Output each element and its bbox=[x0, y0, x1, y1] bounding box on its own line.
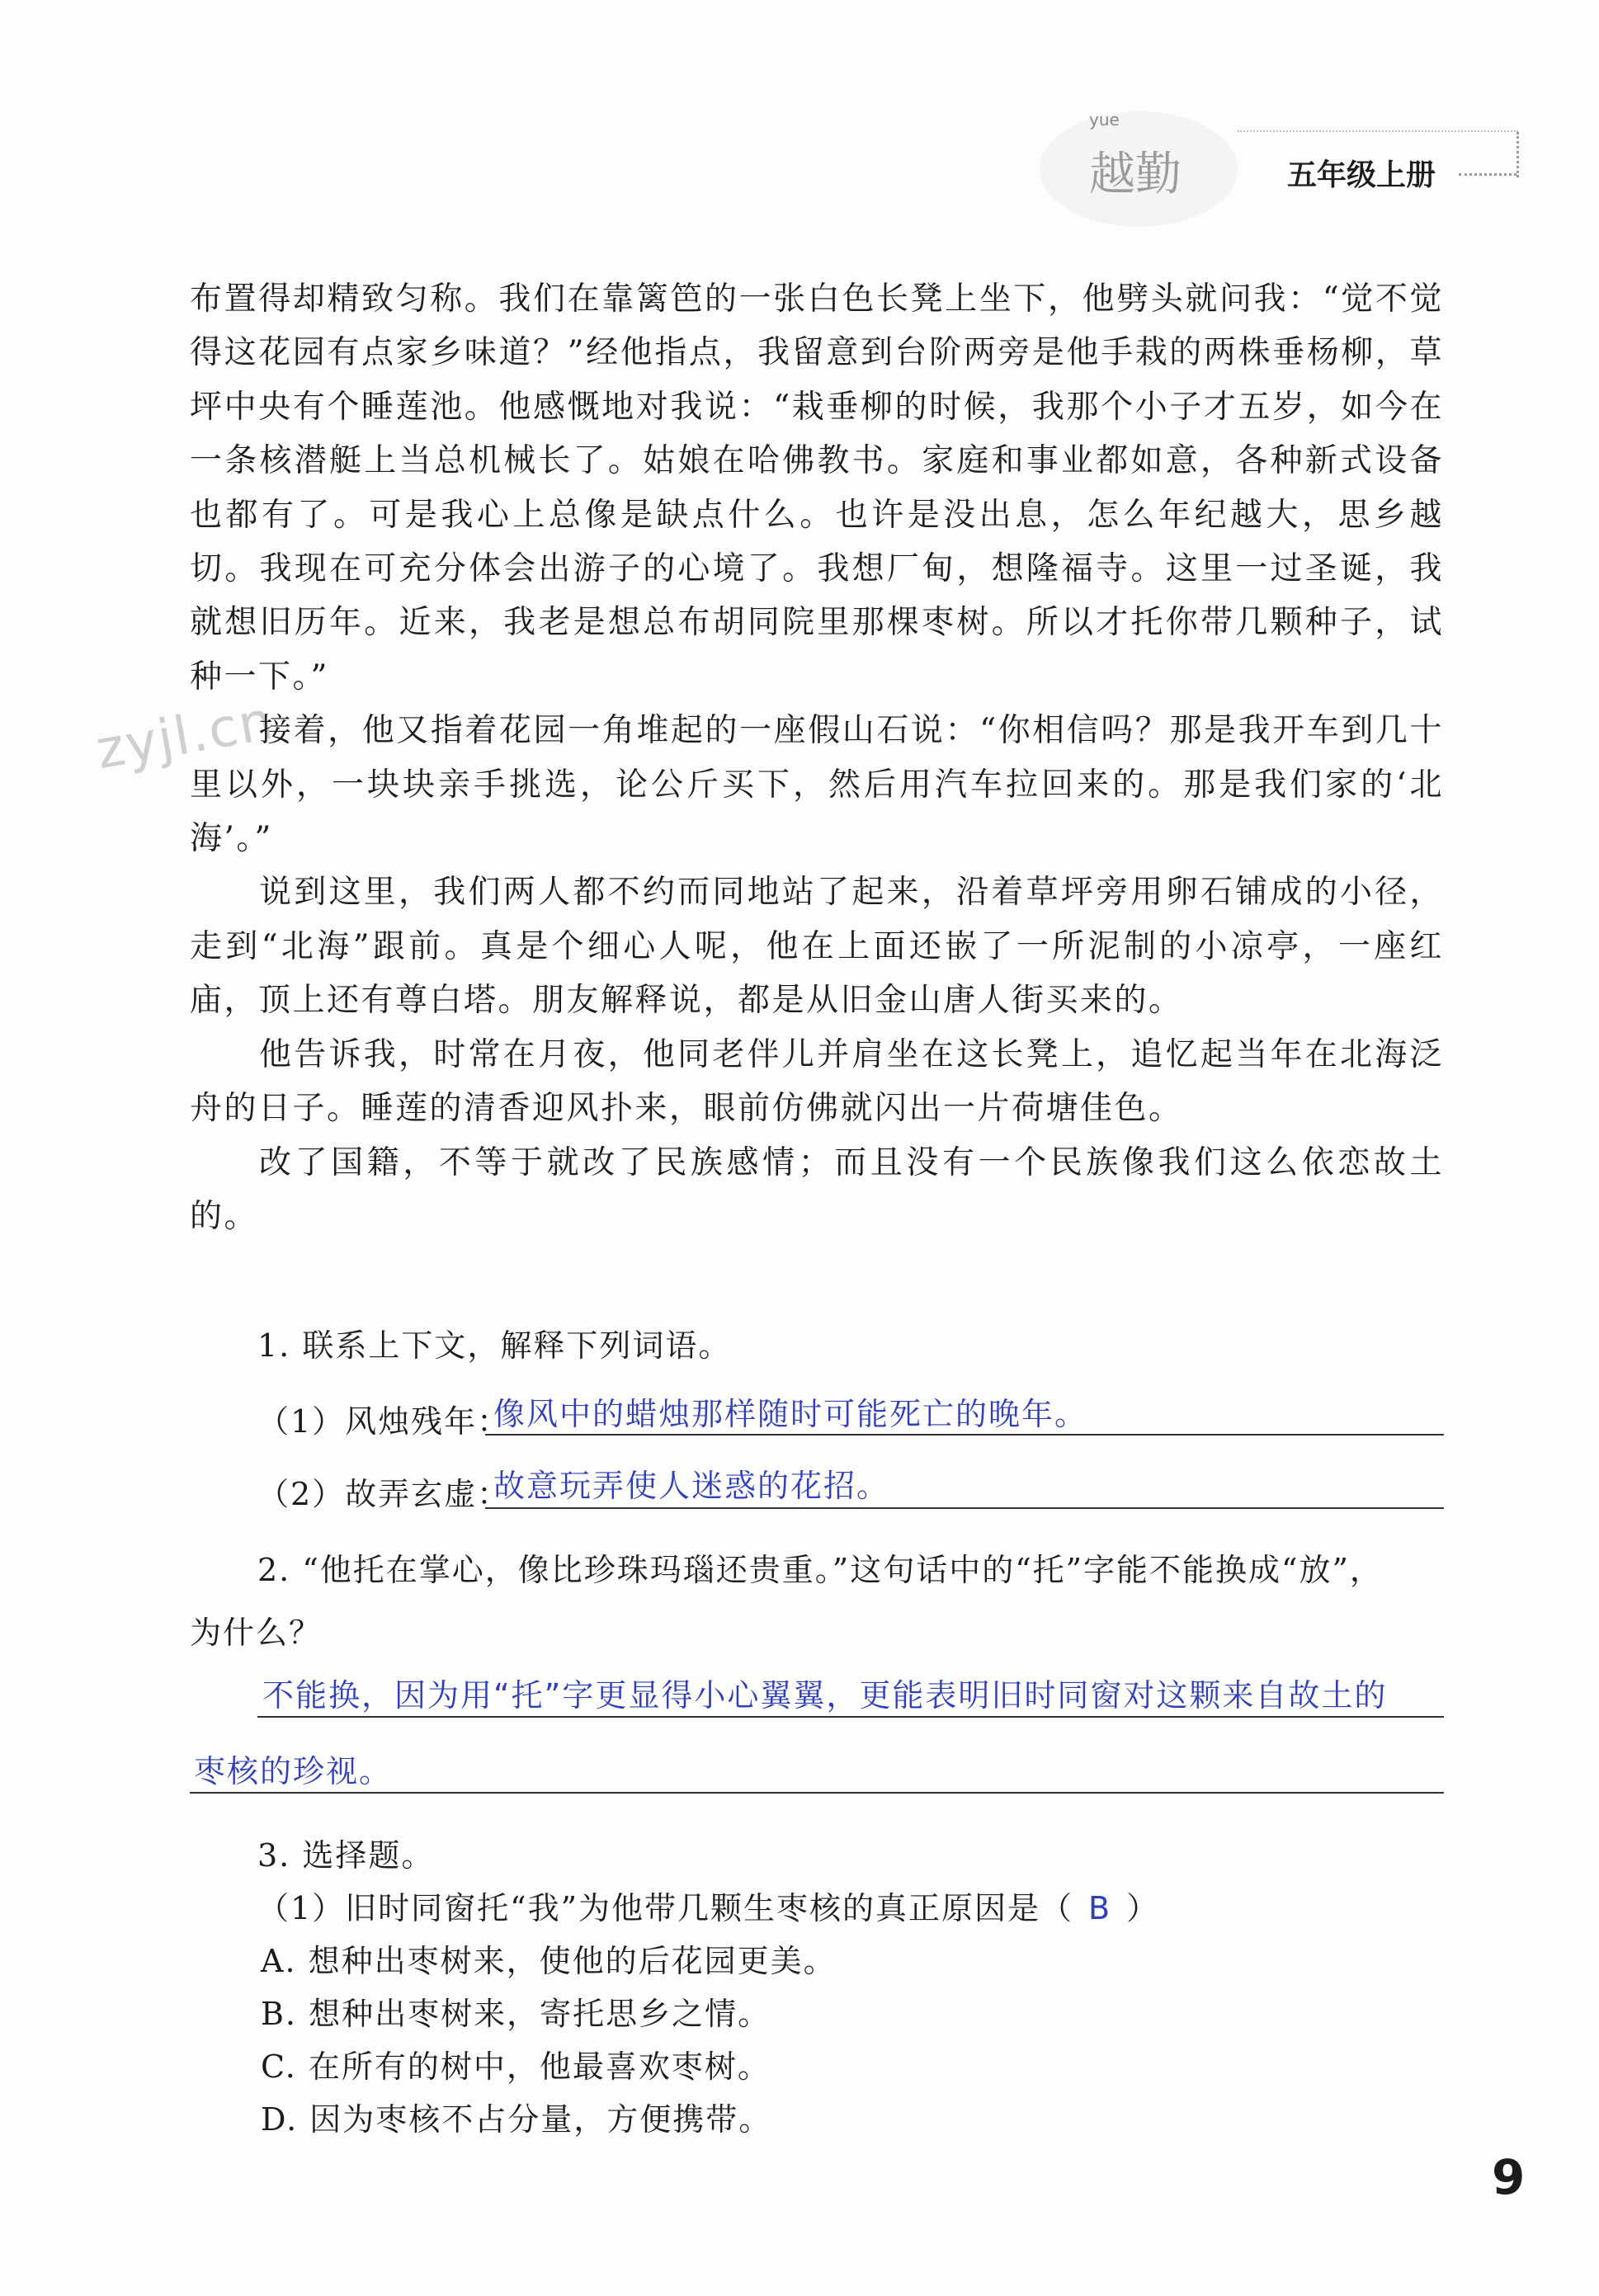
logo-pinyin: yue bbox=[1089, 110, 1120, 130]
question-2-stem-line-1: 2. “他托在掌心，像比珍珠玛瑙还贵重。”这句话中的“托”字能不能换成“放”， bbox=[257, 1552, 1383, 1588]
question-1-stem: 1. 联系上下文，解释下列词语。 bbox=[257, 1327, 732, 1364]
question-3-sub-stem bbox=[257, 1883, 1159, 1928]
grade-label: 五年级上册 bbox=[1287, 158, 1436, 192]
answer-line bbox=[485, 1434, 1444, 1436]
header-dotted-line bbox=[1459, 173, 1516, 176]
question-2-answer-line-2: 枣核的珍视。 bbox=[194, 1753, 393, 1789]
option-b: B. 想种出枣树来，寄托思乡之情。 bbox=[261, 1996, 771, 2032]
question-1-item-1-label: （1）风烛残年： bbox=[257, 1403, 511, 1440]
logo-chars: 越勤 bbox=[1089, 148, 1182, 201]
header-dotted-edge bbox=[1516, 132, 1519, 177]
question-3-sub-stem-text: （1）旧时同窗托“我”为他带几颗生枣核的真正原因是（ bbox=[257, 1890, 1074, 1926]
passage-paragraph: 他告诉我，时常在月夜，他同老伴儿并肩坐在这长凳上，追忆起当年在北海泛舟的日子。睡莲的清香迎风扑来，眼前仿佛就闪出一片荷塘佳色。 bbox=[190, 1035, 1444, 1128]
header-dotted-rule bbox=[1238, 130, 1518, 132]
reading-passage bbox=[190, 272, 1444, 1243]
answer-line bbox=[190, 1792, 1444, 1794]
question-1-item-2-label: （2）故弄玄虚： bbox=[257, 1476, 511, 1512]
option-a: A. 想种出枣树来，使他的后花园更美。 bbox=[261, 1943, 837, 1979]
question-1-item-1-answer: 像风中的蜡烛那样随时可能死亡的晚年。 bbox=[493, 1396, 1088, 1432]
question-1-item-2-answer: 故意玩弄使人迷惑的花招。 bbox=[493, 1468, 890, 1504]
answer-line bbox=[257, 1716, 1444, 1718]
answer-line bbox=[485, 1507, 1444, 1509]
passage-paragraph: 改了国籍，不等于就改了民族感情；而且没有一个民族像我们这么依恋故土的。 bbox=[190, 1143, 1444, 1235]
page-number: 9 bbox=[1492, 2149, 1526, 2205]
passage-paragraph: 接着，他又指着花园一角堆起的一座假山石说：“你相信吗？那是我开车到几十里以外，一块块亲手挑选，论公斤买下，然后用汽车拉回来的。那是我们家的‘北海’。” bbox=[190, 712, 1444, 858]
passage-paragraph: 布置得却精致匀称。我们在靠篱笆的一张白色长凳上坐下，他劈头就问我：“觉不觉得这花园有点家乡味道？”经他指点，我留意到台阶两旁是他手栽的两株垂杨柳，草坪中央有个睡莲池。他感慨地对我说：“栽垂柳的时候，我那个小子才五岁，如今在一条核潜艇上当总机械长了。姑娘在哈佛教书。家庭和事业都如意，各种新式设备也都有了。可是我心上总像是缺点什么。也许是没出息，怎么年纪越大，思乡越切。我现在可充分体会出游子的心境了。我想厂甸，想隆福寺。这里一过圣诞，我就想旧历年。近来，我老是想总布胡同院里那棵枣树。所以才托你带几颗种子，试种一下。” bbox=[190, 281, 1444, 695]
question-2-stem-line-2: 为什么？ bbox=[190, 1615, 323, 1651]
option-d: D. 因为枣核不占分量，方便携带。 bbox=[261, 2101, 772, 2138]
question-3-sub-stem-close: ） bbox=[1126, 1890, 1160, 1926]
question-3-answer: B bbox=[1088, 1890, 1112, 1926]
question-3-stem: 3. 选择题。 bbox=[257, 1837, 435, 1874]
watermark: zyjl.cn bbox=[92, 690, 279, 782]
question-2-answer-line-1: 不能换，因为用“托”字更显得小心翼翼，更能表明旧时同窗对这颗来自故土的 bbox=[262, 1677, 1388, 1714]
option-c: C. 在所有的树中，他最喜欢枣树。 bbox=[261, 2048, 771, 2085]
passage-paragraph: 说到这里，我们两人都不约而同地站了起来，沿着草坪旁用卵石铺成的小径，走到“北海”跟前。真是个细心人呢，他在上面还嵌了一所泥制的小凉亭，一座红庙，顶上还有尊白塔。朋友解释说，都是从旧金山唐人街买来的。 bbox=[190, 874, 1444, 1020]
brand-logo bbox=[1031, 99, 1246, 239]
